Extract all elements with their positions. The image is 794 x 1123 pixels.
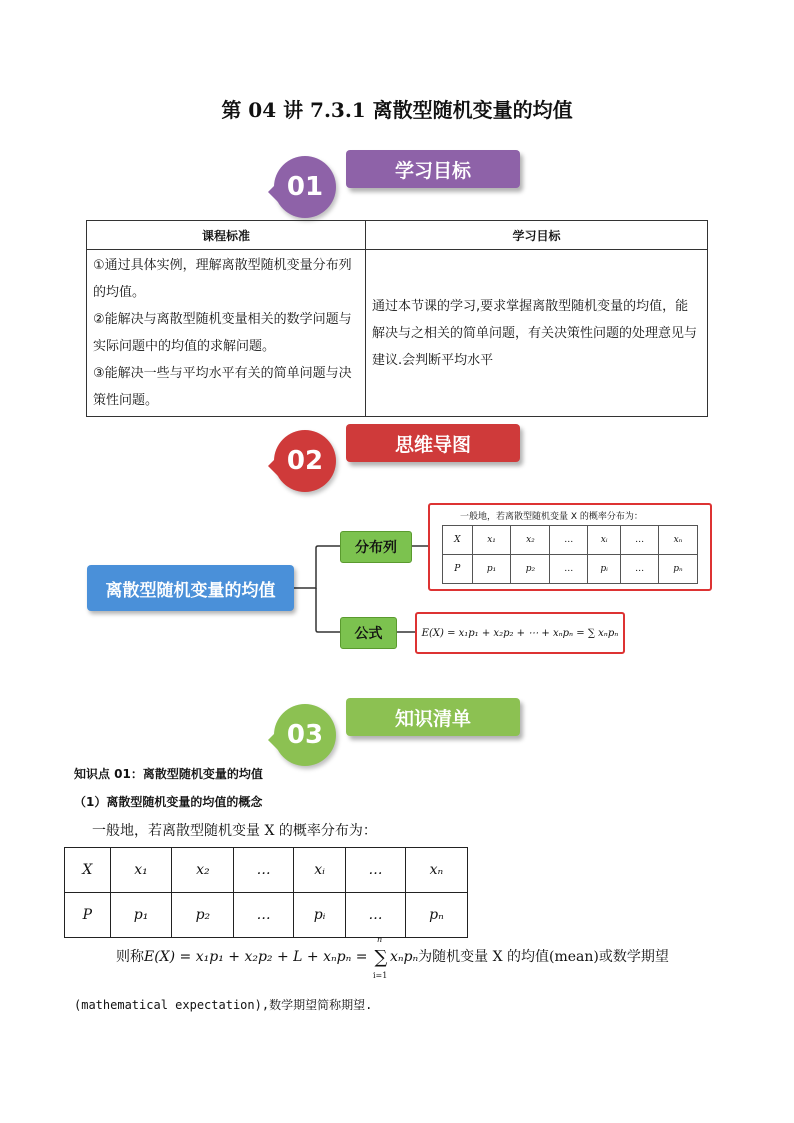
table-cell: xᵢ: [588, 526, 621, 555]
formula-prefix: 则称: [116, 949, 144, 965]
formula-suffix: 为随机变量 X 的均值(mean)或数学期望: [418, 949, 669, 965]
table-cell: p₂: [172, 893, 234, 938]
section-badge-03: [274, 698, 534, 768]
table-cell: x₁: [472, 526, 511, 555]
formula-tail: xₙpₙ: [389, 949, 419, 965]
mindmap-formula-box: [415, 612, 625, 654]
table-cell: X: [65, 848, 111, 893]
table-cell: x₂: [172, 848, 234, 893]
table-cell: p₂: [511, 555, 550, 584]
table-cell: pᵢ: [588, 555, 621, 584]
page-title: 第 04 讲 7.3.1 离散型随机变量的均值: [221, 98, 573, 122]
table-header: 课程标准: [87, 221, 366, 250]
box-caption: 一般地，若离散型随机变量 X 的概率分布为：: [460, 512, 643, 522]
standard-item: ①通过具体实例，理解离散型随机变量分布列的均值。: [93, 258, 352, 300]
standard-item: ②能解决与离散型随机变量相关的数学问题与实际问题中的均值的求解问题。: [93, 312, 352, 354]
table-cell: …: [550, 526, 588, 555]
table-cell: xₙ: [405, 848, 467, 893]
sum-upper: n: [376, 934, 383, 944]
knowledge-point-heading: 知识点 01：离散型随机变量的均值: [74, 767, 263, 781]
sum-lower: i=1: [372, 970, 388, 980]
table-cell: …: [550, 555, 588, 584]
table-cell: x₁: [110, 848, 172, 893]
table-cell: P: [65, 893, 111, 938]
formula-text: E(X) = x₁p₁ + x₂p₂ + ⋯ + xₙpₙ = ∑ xₙpₙ: [421, 627, 619, 639]
table-cell: pₙ: [658, 555, 697, 584]
section-label: 学习目标: [346, 150, 520, 188]
table-header: 学习目标: [366, 221, 708, 250]
section-label: 思维导图: [346, 424, 520, 462]
table-cell: xₙ: [658, 526, 697, 555]
mindmap-branch-distribution: 分布列: [340, 531, 412, 563]
standard-item: ③能解决一些与平均水平有关的简单问题与决策性问题。: [93, 366, 352, 408]
section-number: 01: [274, 156, 336, 218]
expectation-definition: [116, 934, 669, 980]
knowledge-subheading: （1）离散型随机变量的均值的概念: [74, 795, 263, 809]
section-number: 03: [274, 704, 336, 766]
summation-symbol: ∑ n i=1: [372, 934, 388, 980]
table-cell: p₁: [110, 893, 172, 938]
table-cell: x₂: [511, 526, 550, 555]
mindmap-root: 离散型随机变量的均值: [87, 565, 294, 611]
table-cell: …: [234, 848, 294, 893]
table-cell: …: [346, 893, 406, 938]
table-cell: pₙ: [405, 893, 467, 938]
intro-text: 一般地，若离散型随机变量 X 的概率分布为：: [92, 823, 377, 839]
table-cell: pᵢ: [294, 893, 346, 938]
goal-cell: 通过本节课的学习,要求掌握离散型随机变量的均值，能解决与之相关的简单问题，有关决策性问题的处理意见与建议.会判断平均水平: [366, 250, 708, 417]
expectation-formula: E(X) = x₁p₁ + x₂p₂ + L + xₙpₙ =: [144, 949, 368, 965]
distribution-table: [64, 847, 468, 938]
table-cell: X: [443, 526, 473, 555]
table-cell: P: [443, 555, 473, 584]
table-cell: …: [621, 555, 659, 584]
table-cell: …: [234, 893, 294, 938]
table-cell: xᵢ: [294, 848, 346, 893]
table-cell: …: [346, 848, 406, 893]
mini-distribution-table: [442, 525, 698, 584]
section-number: 02: [274, 430, 336, 492]
mindmap-distribution-box: [428, 503, 712, 591]
table-cell: …: [621, 526, 659, 555]
mindmap-branch-formula: 公式: [340, 617, 397, 649]
section-label: 知识清单: [346, 698, 520, 736]
definition-continuation: (mathematical expectation),数学期望简称期望.: [74, 998, 373, 1012]
table-cell: p₁: [472, 555, 511, 584]
